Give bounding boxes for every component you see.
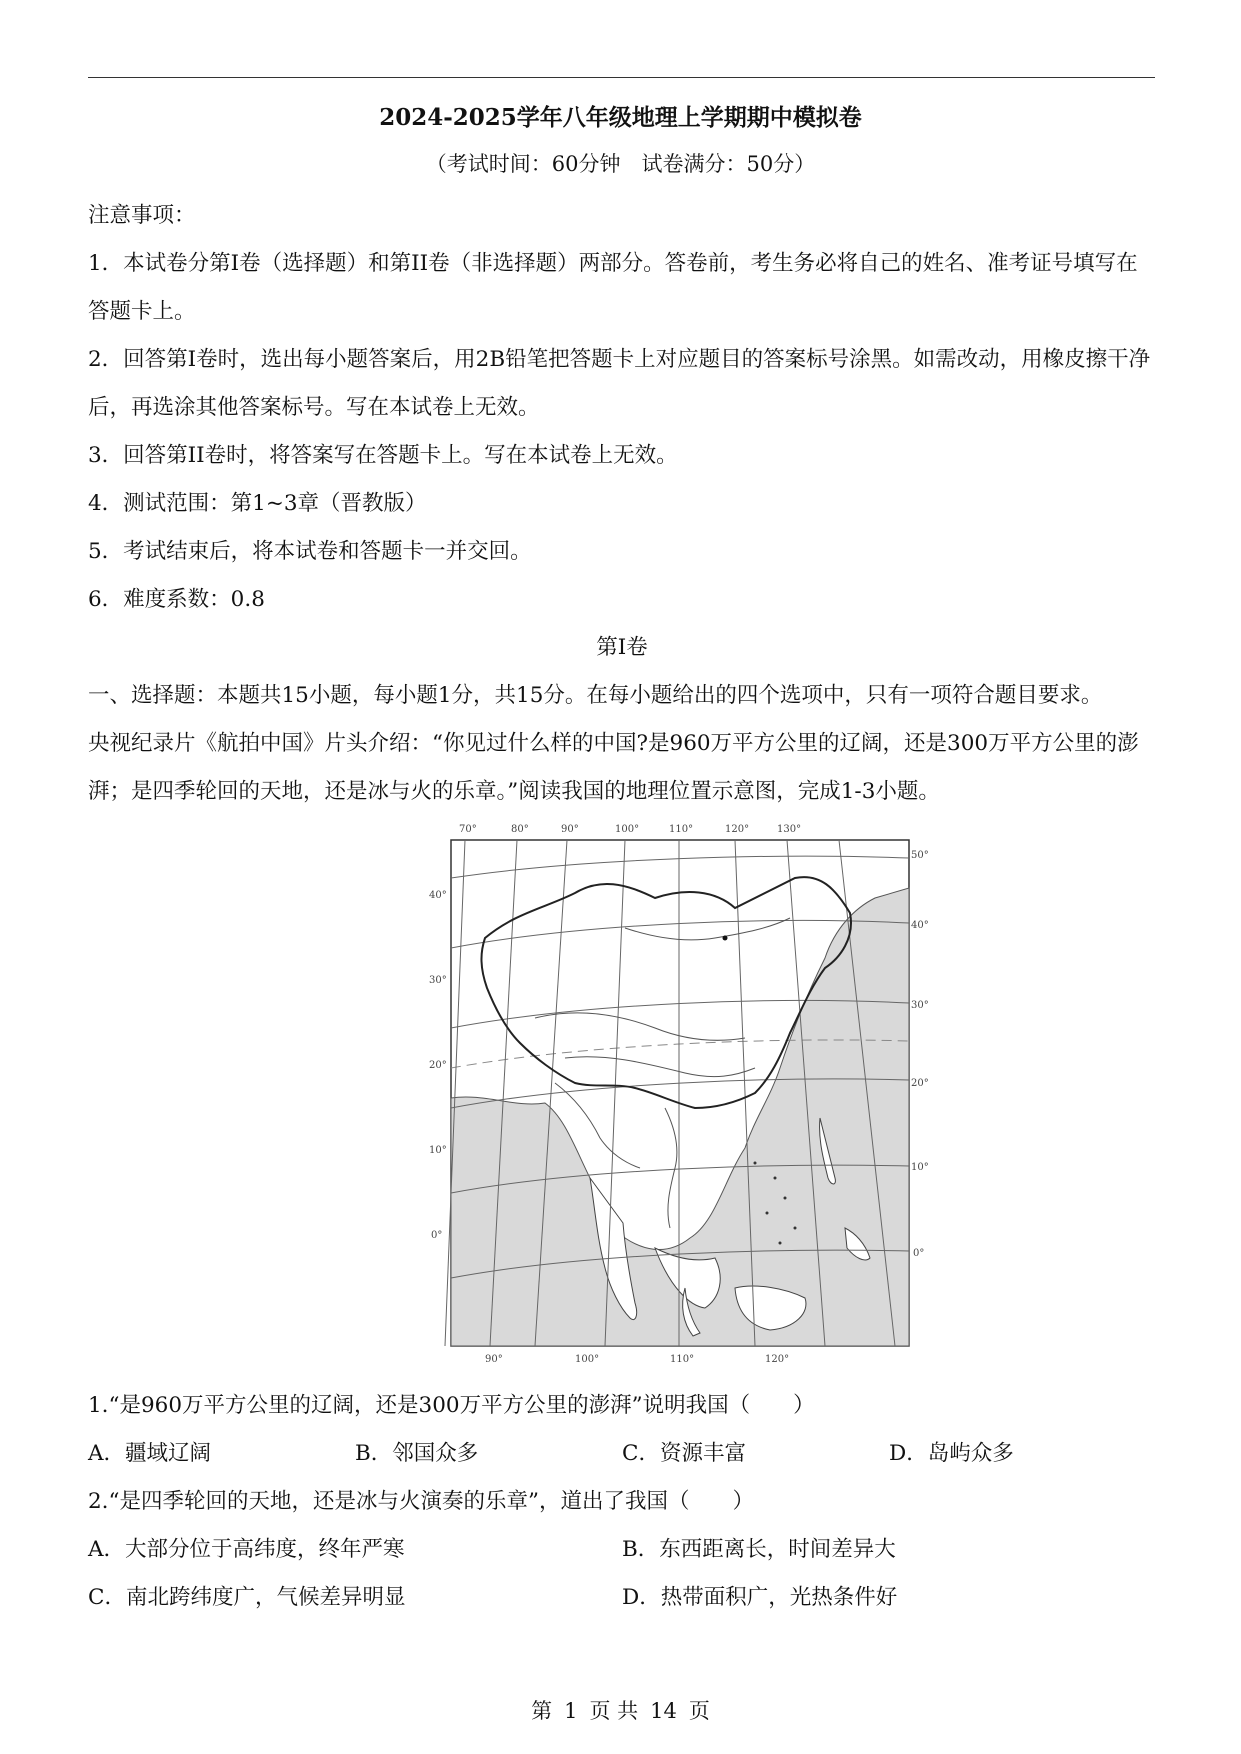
map-left-label: 20° xyxy=(429,1060,447,1071)
map-top-label: 70° xyxy=(459,824,477,835)
map-figure xyxy=(88,818,1156,1378)
option-b: B．东西距离长，时间差异大 xyxy=(622,1537,896,1562)
china-location-map xyxy=(425,818,933,1376)
map-top-label: 100° xyxy=(615,824,640,835)
page-footer xyxy=(0,1695,1241,1725)
map-top-label: 130° xyxy=(777,824,802,835)
reading-passage: 央视纪录片《航拍中国》片头介绍：“你见过什么样的中国?是960万平方公里的辽阔，还是300万平方公里的澎湃；是四季轮回的天地，还是冰与火的乐章。”阅读我国的地理位置示意图，完成1-3小题。 xyxy=(88,731,1139,804)
footer-middle: 页 共 xyxy=(589,1699,639,1723)
option-a: A．大部分位于高纬度，终年严寒 xyxy=(88,1537,405,1562)
map-right-label: 30° xyxy=(911,1000,929,1011)
map-top-label: 80° xyxy=(511,824,529,835)
notice-item: 5．考试结束后，将本试卷和答题卡一并交回。 xyxy=(88,539,532,564)
exam-subtitle: （考试时间：60分钟 试卷满分：50分） xyxy=(425,152,816,176)
notice-item: 3．回答第II卷时，将答案写在答题卡上。写在本试卷上无效。 xyxy=(88,443,678,468)
map-right-label: 50° xyxy=(911,850,929,861)
map-right-label: 20° xyxy=(911,1078,929,1089)
map-top-label: 120° xyxy=(725,824,750,835)
map-bottom-label: 120° xyxy=(765,1354,790,1365)
notice-item: 2．回答第I卷时，选出每小题答案后，用2B铅笔把答题卡上对应题目的答案标号涂黑。如需改动，用橡皮擦干净后，再选涂其他答案标号。写在本试卷上无效。 xyxy=(88,347,1151,420)
option-c: C．南北跨纬度广，气候差异明显 xyxy=(88,1585,406,1610)
notice-item: 4．测试范围：第1~3章（晋教版） xyxy=(88,491,427,516)
section-title: 第I卷 xyxy=(596,635,648,660)
map-bottom-label: 100° xyxy=(575,1354,600,1365)
section-instruction: 一、选择题：本题共15小题，每小题1分，共15分。在每小题给出的四个选项中，只有一项符合题目要求。 xyxy=(88,683,1103,708)
question-1-options xyxy=(88,1430,1156,1478)
footer-suffix: 页 xyxy=(688,1699,710,1723)
map-bottom-label: 90° xyxy=(485,1354,503,1365)
map-right-label: 40° xyxy=(911,920,929,931)
map-bottom-label: 110° xyxy=(670,1354,695,1365)
map-left-label: 10° xyxy=(429,1145,447,1156)
map-left-label: 0° xyxy=(431,1230,443,1241)
map-top-label: 110° xyxy=(669,824,694,835)
map-left-label: 40° xyxy=(429,890,447,901)
notice-heading: 注意事项： xyxy=(88,203,196,228)
map-top-label: 90° xyxy=(561,824,579,835)
page-number: 1 xyxy=(564,1699,578,1723)
total-pages: 14 xyxy=(650,1699,677,1723)
map-right-label: 0° xyxy=(913,1248,925,1259)
option-d: D．热带面积广，光热条件好 xyxy=(622,1585,898,1610)
map-right-label: 10° xyxy=(911,1162,929,1173)
question-2-options-row1 xyxy=(88,1526,1156,1574)
option-b: B．邻国众多 xyxy=(355,1441,479,1466)
map-left-label: 30° xyxy=(429,975,447,986)
question-2-stem: 2.“是四季轮回的天地，还是冰与火演奏的乐章”，道出了我国（ ） xyxy=(88,1489,754,1514)
footer-prefix: 第 xyxy=(531,1699,553,1723)
question-1-stem: 1.“是960万平方公里的辽阔，还是300万平方公里的澎湃”说明我国（ ） xyxy=(88,1393,815,1418)
option-d: D．岛屿众多 xyxy=(889,1441,1014,1466)
notice-item: 6．难度系数：0.8 xyxy=(88,587,265,612)
header-rule xyxy=(88,77,1155,78)
option-a: A．疆域辽阔 xyxy=(88,1441,212,1466)
notice-item: 1．本试卷分第I卷（选择题）和第II卷（非选择题）两部分。答卷前，考生务必将自己的姓名、准考证号填写在答题卡上。 xyxy=(88,251,1138,324)
exam-body xyxy=(88,192,1156,1622)
option-c: C．资源丰富 xyxy=(622,1441,746,1466)
exam-title: 2024-2025学年八年级地理上学期期中模拟卷 xyxy=(379,104,862,131)
question-2-options-row2 xyxy=(88,1574,1156,1622)
